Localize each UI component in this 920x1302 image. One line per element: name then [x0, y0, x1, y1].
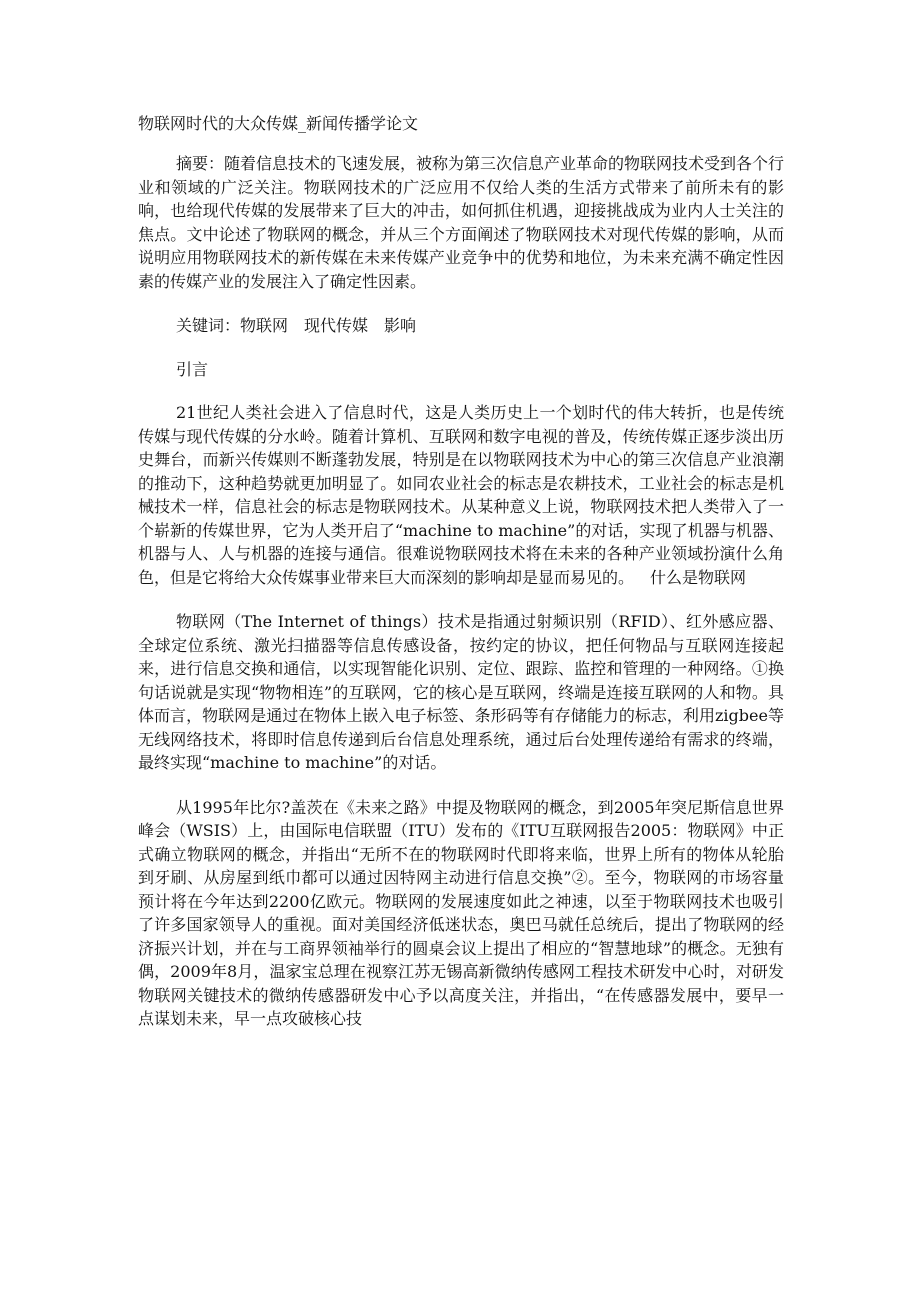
body-paragraph-1	[138, 401, 784, 589]
paragraph-text: 21世纪人类社会进入了信息时代，这是人类历史上一个划时代的伟大转折，也是传统传媒与现代传媒的分水岭。随着计算机、互联网和数字电视的普及，传统传媒正逐步淡出历史舞台，而新兴传媒则不断蓬勃发展，特别是在以物联网技术为中心的第三次信息产业浪潮的推动下，这种趋势就更加明显了。如同农业社会的标志是农耕技术，工业社会的标志是机械技术一样，信息社会的标志是物联网技术。从某种意义上说，物联网技术把人类带入了一个崭新的传媒世界，它为人类开启了“machine to machine”的对话，实现了机器与机器、机器与人、人与机器的连接与通信。很难说物联网技术将在未来的各种产业领域扮演什么角色，但是它将给大众传媒事业带来巨大而深刻的影响却是显而易见的。	[138, 403, 784, 587]
keyword-item: 现代传媒	[304, 316, 369, 335]
body-paragraph-2: 物联网（The Internet of things）技术是指通过射频识别（RFID）、红外感应器、全球定位系统、激光扫描器等信息传感设备，按约定的协议，把任何物品与互联网连接起来，进行信息交换和通信，以实现智能化识别、定位、跟踪、监控和管理的一种网络。①换句话说就是实现“物物相连”的互联网，它的核心是互联网，终端是连接互联网的人和物。具体而言，物联网是通过在物体上嵌入电子标签、条形码等有存储能力的标志，利用zigbee等无线网络技术，将即时信息传递到后台信息处理系统，通过后台处理传递给有需求的终端，最终实现“machine to machine”的对话。	[138, 612, 784, 772]
keyword-item: 影响	[384, 316, 417, 335]
keywords-line	[138, 314, 784, 338]
keywords-label: 关键词：	[176, 316, 241, 335]
document-title: 物联网时代的大众传媒_新闻传播学论文	[138, 114, 419, 133]
document-page	[138, 112, 784, 1052]
section-heading: 什么是物联网	[650, 567, 747, 587]
keyword-item: 物联网	[240, 316, 289, 335]
body-paragraph-3: 从1995年比尔?盖茨在《未来之路》中提及物联网的概念，到2005年突尼斯信息世界峰会（WSIS）上，由国际电信联盟（ITU）发布的《ITU互联网报告2005：物联网》中正式确立物联网的概念，并指出“无所不在的物联网时代即将来临，世界上所有的物体从轮胎到牙刷、从房屋到纸巾都可以通过因特网主动进行信息交换”②。至今，物联网的市场容量预计将在今年达到2200亿欧元。物联网的发展速度如此之神速，以至于物联网技术也吸引了许多国家领导人的重视。面对美国经济低迷状态，奥巴马就任总统后，提出了物联网的经济振兴计划，并在与工商界领袖举行的圆桌会议上提出了相应的“智慧地球”的概念。无独有偶，2009年8月，温家宝总理在视察江苏无锡高新微纳传感网工程技术研发中心时，对研发物联网关键技术的微纳传感器研发中心予以高度关注，并指出，“在传感器发展中，要早一点谋划未来，早一点攻破核心技	[138, 797, 784, 1028]
intro-heading: 引言	[176, 359, 209, 379]
abstract-paragraph: 摘要：随着信息技术的飞速发展，被称为第三次信息产业革命的物联网技术受到各个行业和领域的广泛关注。物联网技术的广泛应用不仅给人类的生活方式带来了前所未有的影响，也给现代传媒的发展带来了巨大的冲击，如何抓住机遇，迎接挑战成为业内人士关注的焦点。文中论述了物联网的概念，并从三个方面阐述了物联网技术对现代传媒的影响，从而说明应用物联网技术的新传媒在未来传媒产业竞争中的优势和地位，为未来充满不确定性因素的传媒产业的发展注入了确定性因素。	[138, 154, 785, 291]
